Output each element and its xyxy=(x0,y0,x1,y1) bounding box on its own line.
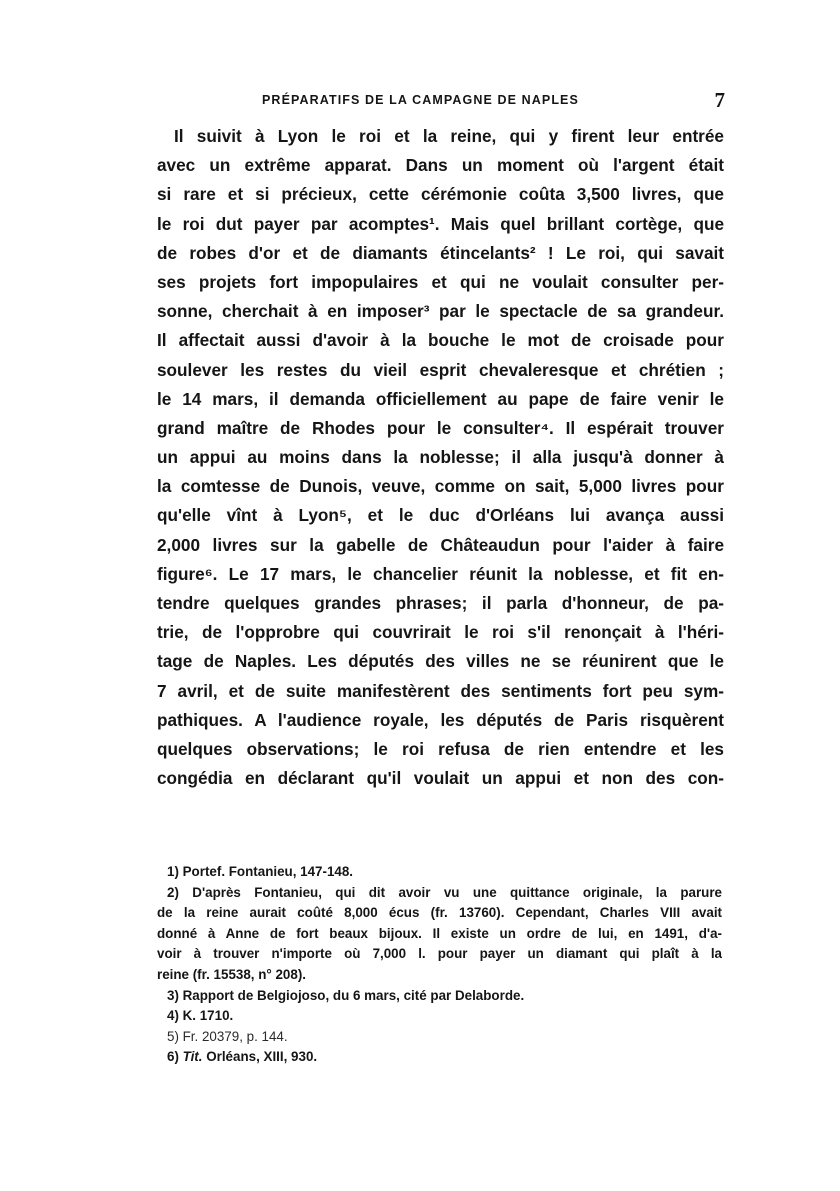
footnote-5: 5) Fr. 20379, p. 144. xyxy=(167,1028,288,1044)
page-number: 7 xyxy=(714,88,725,112)
body-line: figure⁶. Le 17 mars, le chancelier réunit la noblesse, et fit en- xyxy=(157,563,724,584)
footnote-2-line: reine (fr. 15538, n° 208). xyxy=(157,966,307,982)
footnote-6-italic: Tit. xyxy=(182,1049,203,1065)
body-line: grand maître de Rhodes pour le consulter⁴. Il espérait trouver xyxy=(157,417,724,438)
body-line: trie, de l'opprobre qui couvrirait le roi s'il renonçait à l'héri- xyxy=(157,622,724,643)
body-line: soulever les restes du vieil esprit chevaleresque et chrétien ; xyxy=(157,359,724,380)
body-line: congédia en déclarant qu'il voulait un appui et non des con- xyxy=(157,768,724,789)
body-line: la comtesse de Dunois, veuve, comme on sait, 5,000 livres pour xyxy=(157,476,724,497)
body-line: avec un extrême apparat. Dans un moment où l'argent était xyxy=(157,155,724,176)
footnote-3: 3) Rapport de Belgiojoso, du 6 mars, cité par Delaborde. xyxy=(167,987,525,1003)
footnote-1: 1) Portef. Fontanieu, 147-148. xyxy=(167,864,354,879)
body-line: Il affectait aussi d'avoir à la bouche le mot de croisade pour xyxy=(157,330,724,351)
footnote-2-line: de la reine aurait coûté 8,000 écus (fr. 13760). Cependant, Charles VIII avait xyxy=(157,905,722,921)
body-line: tendre quelques grandes phrases; il parla d'honneur, de pa- xyxy=(157,593,724,613)
running-head xyxy=(150,90,725,112)
body-line: 2,000 livres sur la gabelle de Châteaudun pour l'aider à faire xyxy=(157,534,724,555)
body-line: le roi dut payer par acomptes¹. Mais quel brillant cortège, que xyxy=(157,213,724,234)
footnote-2-line: voir à trouver n'importe où 7,000 l. pour payer un diamant qui plaît à la xyxy=(157,946,722,962)
footnote-6 xyxy=(157,1047,722,1068)
footnote-6-number: 6) xyxy=(167,1049,183,1065)
footnote-2-line: donné à Anne de fort beaux bijoux. Il existe un ordre de lui, en 1491, d'a- xyxy=(157,925,722,941)
footnote-4: 4) K. 1710. xyxy=(167,1008,234,1024)
footnote-2-line: 2) D'après Fontanieu, qui dit avoir vu une quittance originale, la parure xyxy=(167,884,722,900)
body-paragraph xyxy=(157,122,724,793)
body-line: qu'elle vînt à Lyon⁵, et le duc d'Orléans lui avança aussi xyxy=(157,505,724,526)
body-line: de robes d'or et de diamants étincelants² ! Le roi, qui savait xyxy=(157,242,724,263)
body-line: le 14 mars, il demanda officiellement au pape de faire venir le xyxy=(157,388,724,409)
body-line: Il suivit à Lyon le roi et la reine, qui y firent leur entrée xyxy=(174,126,724,146)
body-line: sonne, cherchait à en imposer³ par le spectacle de sa grandeur. xyxy=(157,301,724,322)
body-line: 7 avril, et de suite manifestèrent des sentiments fort peu sym- xyxy=(157,680,724,701)
body-line: un appui au moins dans la noblesse; il alla jusqu'à donner à xyxy=(157,447,724,468)
footnotes xyxy=(157,862,722,1068)
body-line: si rare et si précieux, cette cérémonie coûta 3,500 livres, que xyxy=(157,184,724,205)
running-title: PRÉPARATIFS DE LA CAMPAGNE DE NAPLES xyxy=(262,93,579,107)
body-line: ses projets fort impopulaires et qui ne voulait consulter per- xyxy=(157,271,724,292)
body-line: pathiques. A l'audience royale, les députés de Paris risquèrent xyxy=(157,709,724,730)
body-line: tage de Naples. Les députés des villes ne se réunirent que le xyxy=(157,651,724,672)
footnote-6-text: Orléans, XIII, 930. xyxy=(202,1049,318,1065)
body-line: quelques observations; le roi refusa de rien entendre et les xyxy=(157,738,724,759)
